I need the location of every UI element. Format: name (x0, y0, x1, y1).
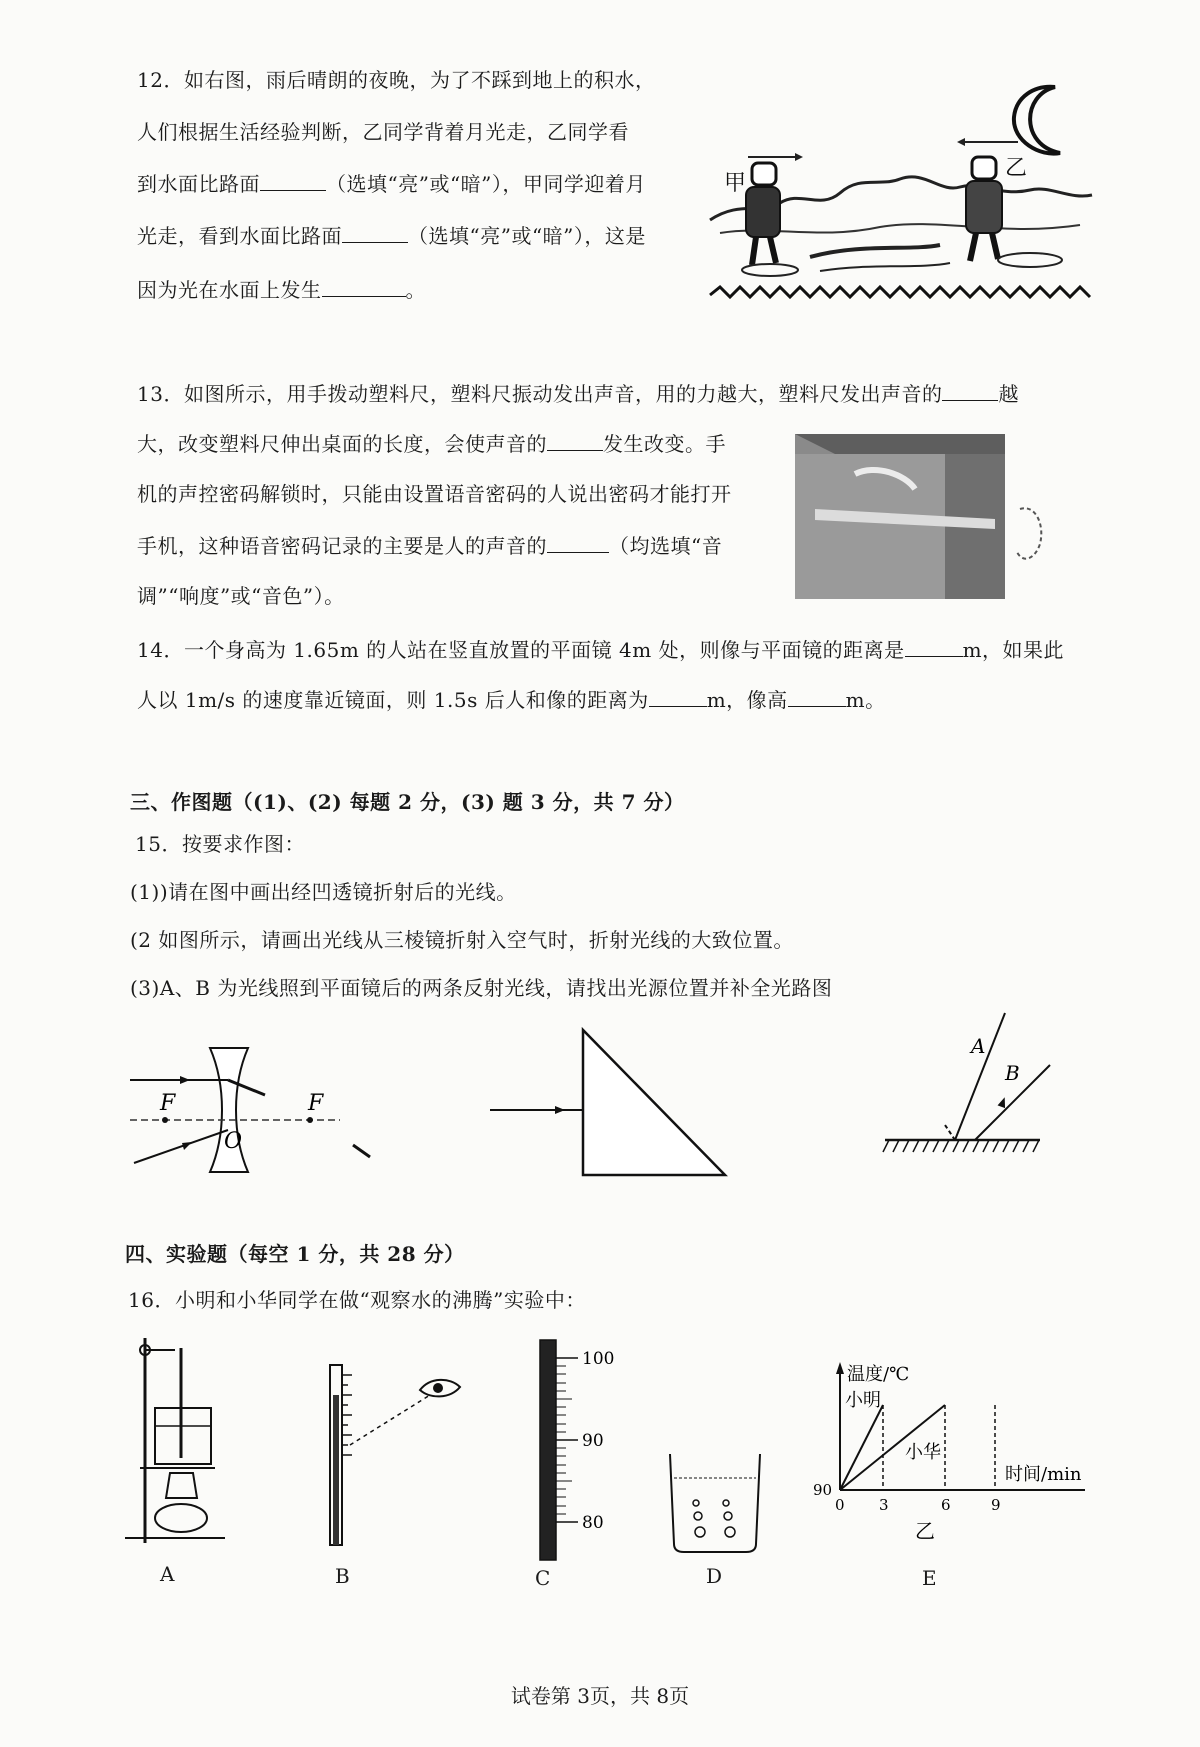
graph-line-xiaoming (840, 1405, 883, 1490)
concave-lens-figure (120, 1040, 380, 1180)
graph-label-xiaohua: 小华 (905, 1442, 941, 1463)
figure-b-thermometer-reading (320, 1355, 490, 1555)
graph-y-tick-90: 90 (813, 1481, 833, 1499)
q12-blank-1[interactable] (260, 170, 326, 191)
q12-line4 (137, 222, 646, 250)
lens-focus-left: F (160, 1091, 176, 1116)
figure-label-e: E (922, 1566, 938, 1590)
q15-heading: 15．按要求作图： (135, 832, 305, 856)
mirror-ray-label-a: A (971, 1034, 986, 1058)
q12-line4-text-b: （选填“亮”或“暗”），这是 (408, 224, 646, 248)
figure-label-yi: 乙 (1005, 156, 1028, 181)
graph-label-xiaoming: 小明 (845, 1390, 881, 1411)
beaker (670, 1454, 760, 1552)
q12-line3-text-a: 到水面比路面 (137, 172, 260, 196)
q14-line1-text-b: m，如果此 (962, 638, 1065, 662)
q13-blank-1[interactable] (942, 380, 998, 401)
q13-line1-text-a: 13．如图所示，用手拨动塑料尺，塑料尺振动发出声音，用的力越大，塑料尺发出声音的 (137, 382, 943, 406)
graph-x-tick-9: 9 (991, 1496, 1001, 1514)
q13-line2-text-b: 发生改变。手 (603, 432, 726, 456)
thermometer-label-80: 80 (582, 1513, 604, 1533)
graph-x-tick-6: 6 (941, 1496, 951, 1514)
q13-line3: 机的声控密码解锁时，只能由设置语音密码的人说出密码才能打开 (137, 482, 732, 506)
q12-line2: 人们根据生活经验判断，乙同学背着月光走，乙同学看 (137, 120, 629, 144)
q13-line1-text-b: 越 (998, 382, 1019, 406)
figure-label-c: C (535, 1566, 551, 1590)
q15-part2: (2 如图所示，请画出光线从三棱镜折射入空气时，折射光线的大致位置。 (130, 928, 794, 952)
q15-part3: (3)A、B 为光线照到平面镜后的两条反射光线，请找出光源位置并补全光路图 (130, 976, 833, 1000)
q14-line2-text-a: 人以 1m/s 的速度靠近镜面，则 1.5s 后人和像的距离为 (137, 688, 649, 712)
ruler-table-figure (795, 434, 1070, 604)
figure-d-beaker (660, 1448, 770, 1558)
figure-a-apparatus (115, 1328, 235, 1558)
q14-blank-1[interactable] (905, 636, 963, 657)
page-footer: 试卷第 3页，共 8页 (510, 1684, 690, 1708)
q14-blank-3[interactable] (788, 686, 846, 707)
q15-part1: (1))请在图中画出经凹透镜折射后的光线。 (130, 880, 517, 904)
graph-x-tick-3: 3 (879, 1496, 889, 1514)
q14-line2-text-b: m，像高 (706, 688, 788, 712)
figure-label-b: B (335, 1564, 351, 1588)
q13-line5: 调”“响度”或“音色”）。 (137, 584, 345, 608)
thermometer-column (540, 1340, 556, 1560)
q13-line4-text-a: 手机，这种语音密码记录的主要是人的声音的 (137, 534, 547, 558)
q12-line5-text-b: 。 (405, 278, 426, 302)
q14-line1 (137, 636, 1064, 664)
lens-center-o: O (224, 1129, 243, 1154)
graph-caption-yi: 乙 (915, 1519, 935, 1543)
q13-blank-2[interactable] (547, 430, 603, 451)
q12-line3-text-b: （选填“亮”或“暗”），甲同学迎着月 (326, 172, 646, 196)
graph-y-label: 温度/℃ (847, 1364, 910, 1385)
moon-icon (1014, 87, 1060, 154)
figure-c-thermometer-scale (500, 1330, 640, 1570)
plane-mirror-figure (875, 1005, 1065, 1170)
q12-line5 (137, 276, 426, 304)
q14-line2 (137, 686, 886, 714)
graph-x-tick-0: 0 (835, 1496, 845, 1514)
q13-line1 (137, 380, 1019, 408)
q12-blank-2[interactable] (342, 222, 408, 243)
prism-figure (485, 1020, 735, 1190)
q14-line2-text-c: m。 (845, 688, 886, 712)
figure-label-jia: 甲 (724, 171, 747, 196)
night-puddle-figure (700, 75, 1100, 315)
section3-title: 三、作图题（(1)、(2) 每题 2 分，(3) 题 3 分，共 7 分） (130, 790, 685, 814)
q14-blank-2[interactable] (649, 686, 707, 707)
graph-x-label: 时间/min (1005, 1464, 1082, 1485)
q13-blank-3[interactable] (547, 532, 609, 553)
q13-line2 (137, 430, 726, 458)
mirror-ray-label-b: B (1005, 1061, 1020, 1085)
q13-line4-text-b: （均选填“音 (609, 534, 723, 558)
q14-line1-text-a: 14．一个身高为 1.65m 的人站在竖直放置的平面镜 4m 处，则像与平面镜的距离是 (137, 638, 905, 662)
figure-label-a: A (160, 1562, 175, 1586)
q13-line4 (137, 532, 722, 560)
q12-blank-3[interactable] (322, 276, 406, 297)
lens-focus-right: F (308, 1091, 324, 1116)
q12-line5-text-a: 因为光在水面上发生 (137, 278, 322, 302)
q16-heading: 16．小明和小华同学在做“观察水的沸腾”实验中： (128, 1288, 586, 1312)
figure-label-d: D (706, 1564, 723, 1588)
triangular-prism (583, 1030, 725, 1175)
q13-line2-text-a: 大，改变塑料尺伸出桌面的长度，会使声音的 (137, 432, 547, 456)
q12-line4-text-a: 光走，看到水面比路面 (137, 224, 342, 248)
figure-e-temperature-graph (805, 1360, 1105, 1550)
thermometer-label-100: 100 (582, 1349, 615, 1369)
section4-title: 四、实验题（每空 1 分，共 28 分） (125, 1242, 465, 1266)
q12-line3 (137, 170, 646, 198)
thermometer-label-90: 90 (582, 1431, 604, 1451)
q12-line1: 12．如右图，雨后晴朗的夜晚，为了不踩到地上的积水， (137, 68, 656, 92)
